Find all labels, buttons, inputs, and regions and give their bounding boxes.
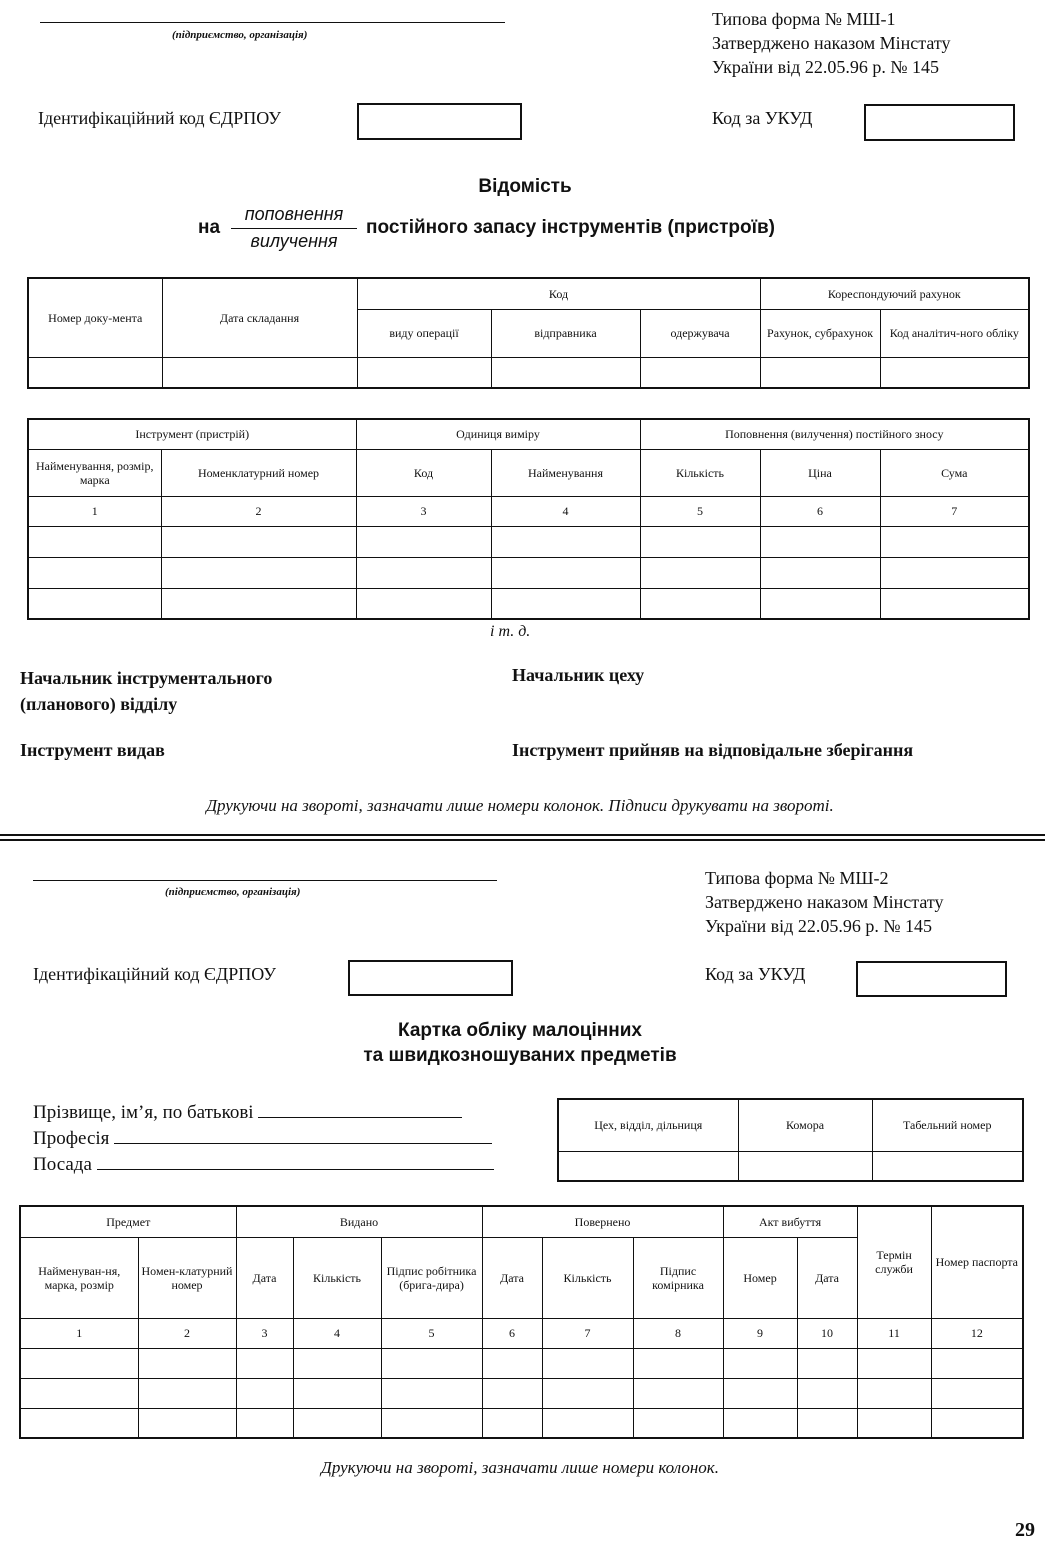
col-number: 6 [482, 1318, 542, 1348]
field-name-label: Прізвище, ім’я, по батькові [33, 1102, 254, 1123]
input-cell[interactable] [542, 1378, 633, 1408]
edrpou-label-2: Ідентифікаційний код ЄДРПОУ [33, 964, 276, 984]
input-cell[interactable] [723, 1348, 797, 1378]
col-number: 2 [161, 496, 356, 526]
input-cell[interactable] [20, 1348, 138, 1378]
person-fields [33, 1100, 494, 1178]
input-cell[interactable] [931, 1378, 1023, 1408]
col-number: 4 [491, 496, 640, 526]
workshop-table [557, 1098, 1024, 1182]
input-cell[interactable] [797, 1378, 857, 1408]
input-cell[interactable] [138, 1408, 236, 1438]
input-cell[interactable] [931, 1348, 1023, 1378]
input-cell[interactable] [293, 1408, 381, 1438]
col-header: Номен-клатурний номер [138, 1237, 236, 1318]
h-issued: Видано [236, 1206, 482, 1237]
col-header: Дата [482, 1237, 542, 1318]
h-tab-number: Табельний номер [872, 1099, 1023, 1151]
input-cell[interactable] [491, 526, 640, 557]
input-cell[interactable] [161, 526, 356, 557]
input-cell[interactable] [640, 357, 760, 388]
col-number: 10 [797, 1318, 857, 1348]
field-profession-label: Професія [33, 1128, 110, 1149]
input-cell[interactable] [640, 526, 760, 557]
form1-meta-line: Затверджено наказом Мінстату [712, 33, 951, 53]
col-header: Номер [723, 1237, 797, 1318]
col-number: 1 [20, 1318, 138, 1348]
input-cell[interactable] [640, 588, 760, 619]
h-replenish: Поповнення (вилучення) постійного зносу [640, 419, 1029, 449]
input-cell[interactable] [357, 357, 491, 388]
col-number: 3 [236, 1318, 293, 1348]
input-cell[interactable] [236, 1378, 293, 1408]
input-cell[interactable] [723, 1408, 797, 1438]
form1-meta-line: України від 22.05.96 р. № 145 [712, 57, 939, 77]
input-cell[interactable] [760, 357, 880, 388]
form2-meta-line: Типова форма № МШ-2 [705, 868, 889, 888]
ukud-label-2: Код за УКУД [705, 964, 806, 984]
col-number: 9 [723, 1318, 797, 1348]
form1-footnote: Друкуючи на звороті, зазначати лише номери колонок. Підписи друкувати на звороті. [206, 796, 834, 815]
sig-accepted: Інструмент прийняв на відповідальне зберігання [512, 740, 914, 760]
form1-meta-line: Типова форма № МШ-1 [712, 9, 896, 29]
input-cell[interactable] [633, 1408, 723, 1438]
input-cell[interactable] [491, 588, 640, 619]
col-number: 3 [356, 496, 491, 526]
input-cell[interactable] [20, 1408, 138, 1438]
fraction-line [231, 228, 357, 229]
etc-note: і т. д. [490, 623, 531, 640]
input-cell[interactable] [542, 1408, 633, 1438]
field-name-row [33, 1100, 494, 1126]
col-number: 6 [760, 496, 880, 526]
input-cell[interactable] [760, 526, 880, 557]
input-cell[interactable] [482, 1378, 542, 1408]
input-cell[interactable] [162, 357, 357, 388]
h-unit: Одиниця виміру [356, 419, 640, 449]
table-row [28, 526, 1029, 557]
h-date: Дата складання [162, 278, 357, 357]
form2-title-line1: Картка обліку малоцінних [398, 1020, 642, 1041]
col-header: Кількість [640, 449, 760, 496]
edrpou-box-1[interactable] [357, 103, 522, 140]
field-profession-input[interactable] [114, 1128, 492, 1144]
sig-tool-dept-line2: (планового) відділу [20, 694, 178, 714]
input-cell[interactable] [738, 1151, 872, 1181]
input-cell[interactable] [20, 1378, 138, 1408]
input-cell[interactable] [28, 557, 161, 588]
input-cell[interactable] [381, 1378, 482, 1408]
col-number: 1 [28, 496, 161, 526]
form1-title: Відомість [478, 176, 572, 197]
input-cell[interactable] [633, 1378, 723, 1408]
col-number: 7 [542, 1318, 633, 1348]
h-writeoff: Акт вибуття [723, 1206, 857, 1237]
col-number: 5 [381, 1318, 482, 1348]
form1-denominator: вилучення [250, 231, 338, 251]
input-cell[interactable] [161, 588, 356, 619]
input-cell[interactable] [381, 1408, 482, 1438]
h-doc-number: Номер доку-мента [28, 278, 162, 357]
input-cell[interactable] [857, 1378, 931, 1408]
field-position-label: Посада [33, 1154, 92, 1175]
col-header: Найменування [491, 449, 640, 496]
col-number: 11 [857, 1318, 931, 1348]
input-cell[interactable] [880, 588, 1029, 619]
form1-subtitle-suffix: постійного запасу інструментів (пристроїв) [366, 217, 775, 238]
edrpou-label-1: Ідентифікаційний код ЄДРПОУ [38, 108, 281, 128]
input-cell[interactable] [491, 557, 640, 588]
col-header: Кількість [542, 1237, 633, 1318]
h-service: Термін служби [857, 1206, 931, 1318]
input-cell[interactable] [872, 1151, 1023, 1181]
col-header: Найменуван-ня, марка, розмір [20, 1237, 138, 1318]
input-cell[interactable] [857, 1408, 931, 1438]
input-cell[interactable] [293, 1348, 381, 1378]
input-cell[interactable] [28, 588, 161, 619]
input-cell[interactable] [236, 1348, 293, 1378]
sig-shop-head: Начальник цеху [512, 665, 645, 685]
input-cell[interactable] [356, 557, 491, 588]
field-name-input[interactable] [258, 1102, 462, 1118]
input-cell[interactable] [931, 1408, 1023, 1438]
sig-tool-dept-line1: Начальник інструментального [20, 668, 273, 688]
sig-issued: Інструмент видав [20, 740, 165, 760]
h-sender: відправника [491, 309, 640, 357]
form1-numerator: поповнення [244, 204, 344, 224]
input-cell[interactable] [760, 557, 880, 588]
h-corr-account: Кореспондуючий рахунок [760, 278, 1029, 309]
field-profession-row [33, 1126, 494, 1152]
input-cell[interactable] [760, 588, 880, 619]
org-caption-2: (підприємство, організація) [165, 886, 301, 898]
input-cell[interactable] [723, 1378, 797, 1408]
h-passport: Номер паспорта [931, 1206, 1023, 1318]
form2-meta-line: України від 22.05.96 р. № 145 [705, 916, 932, 936]
doc-header-table [27, 277, 1030, 389]
input-cell[interactable] [491, 357, 640, 388]
input-cell[interactable] [482, 1408, 542, 1438]
table-row [28, 557, 1029, 588]
input-cell[interactable] [633, 1348, 723, 1378]
input-cell[interactable] [236, 1408, 293, 1438]
table-row [28, 588, 1029, 619]
input-cell[interactable] [28, 357, 162, 388]
input-cell[interactable] [293, 1378, 381, 1408]
col-header: Найменування, розмір, марка [28, 449, 161, 496]
input-cell[interactable] [381, 1348, 482, 1378]
items-table [19, 1205, 1024, 1439]
form2-footnote: Друкуючи на звороті, зазначати лише номери колонок. [321, 1458, 719, 1477]
input-cell[interactable] [356, 588, 491, 619]
col-header: Код [356, 449, 491, 496]
field-position-row [33, 1152, 494, 1178]
h-item: Предмет [20, 1206, 236, 1237]
col-header: Підпис комірника [633, 1237, 723, 1318]
col-number: 2 [138, 1318, 236, 1348]
input-cell[interactable] [161, 557, 356, 588]
col-header: Підпис робітника (брига-дира) [381, 1237, 482, 1318]
field-position-input[interactable] [97, 1154, 494, 1170]
form2-meta-line: Затверджено наказом Мінстату [705, 892, 944, 912]
h-instrument: Інструмент (пристрій) [28, 419, 356, 449]
form1-subtitle-prefix: на [198, 217, 221, 238]
sig-tool-dept [20, 665, 272, 717]
input-cell[interactable] [797, 1348, 857, 1378]
col-header: Дата [797, 1237, 857, 1318]
ukud-label-1: Код за УКУД [712, 108, 813, 128]
h-account: Рахунок, субрахунок [760, 309, 880, 357]
h-returned: Повернено [482, 1206, 723, 1237]
col-header: Ціна [760, 449, 880, 496]
org-line-1 [40, 22, 505, 23]
input-cell[interactable] [880, 526, 1029, 557]
org-line-2 [33, 880, 497, 881]
h-op-type: виду операції [357, 309, 491, 357]
col-number: 5 [640, 496, 760, 526]
input-cell[interactable] [640, 557, 760, 588]
col-header: Кількість [293, 1237, 381, 1318]
ukud-box-1[interactable] [864, 104, 1015, 141]
input-cell[interactable] [28, 526, 161, 557]
col-number: 7 [880, 496, 1029, 526]
table-row [20, 1348, 1023, 1378]
h-code: Код [357, 278, 760, 309]
col-number: 12 [931, 1318, 1023, 1348]
form2-title [0, 1018, 1040, 1068]
col-number: 8 [633, 1318, 723, 1348]
h-workshop: Цех, відділ, дільниця [558, 1099, 738, 1151]
ukud-box-2[interactable] [856, 961, 1007, 997]
input-cell[interactable] [138, 1348, 236, 1378]
input-cell[interactable] [356, 526, 491, 557]
input-cell[interactable] [138, 1378, 236, 1408]
h-analytic: Код аналітич-ного обліку [880, 309, 1029, 357]
input-cell[interactable] [880, 557, 1029, 588]
form-separator [0, 834, 1045, 841]
col-header: Дата [236, 1237, 293, 1318]
form1-meta [712, 7, 951, 79]
h-receiver: одержувача [640, 309, 760, 357]
page-number: 29 [1015, 1519, 1035, 1541]
input-cell[interactable] [558, 1151, 738, 1181]
input-cell[interactable] [880, 357, 1029, 388]
input-cell[interactable] [857, 1348, 931, 1378]
input-cell[interactable] [542, 1348, 633, 1378]
table-row [20, 1408, 1023, 1438]
instrument-table [27, 418, 1030, 620]
col-header: Сума [880, 449, 1029, 496]
col-header: Номенклатурний номер [161, 449, 356, 496]
h-storeroom: Комора [738, 1099, 872, 1151]
form2-title-line2: та швидкозношуваних предметів [363, 1045, 677, 1066]
col-number: 4 [293, 1318, 381, 1348]
edrpou-box-2[interactable] [348, 960, 513, 996]
org-caption-1: (підприємство, організація) [172, 29, 308, 41]
table-row [20, 1378, 1023, 1408]
input-cell[interactable] [797, 1408, 857, 1438]
input-cell[interactable] [482, 1348, 542, 1378]
form2-meta [705, 866, 944, 938]
